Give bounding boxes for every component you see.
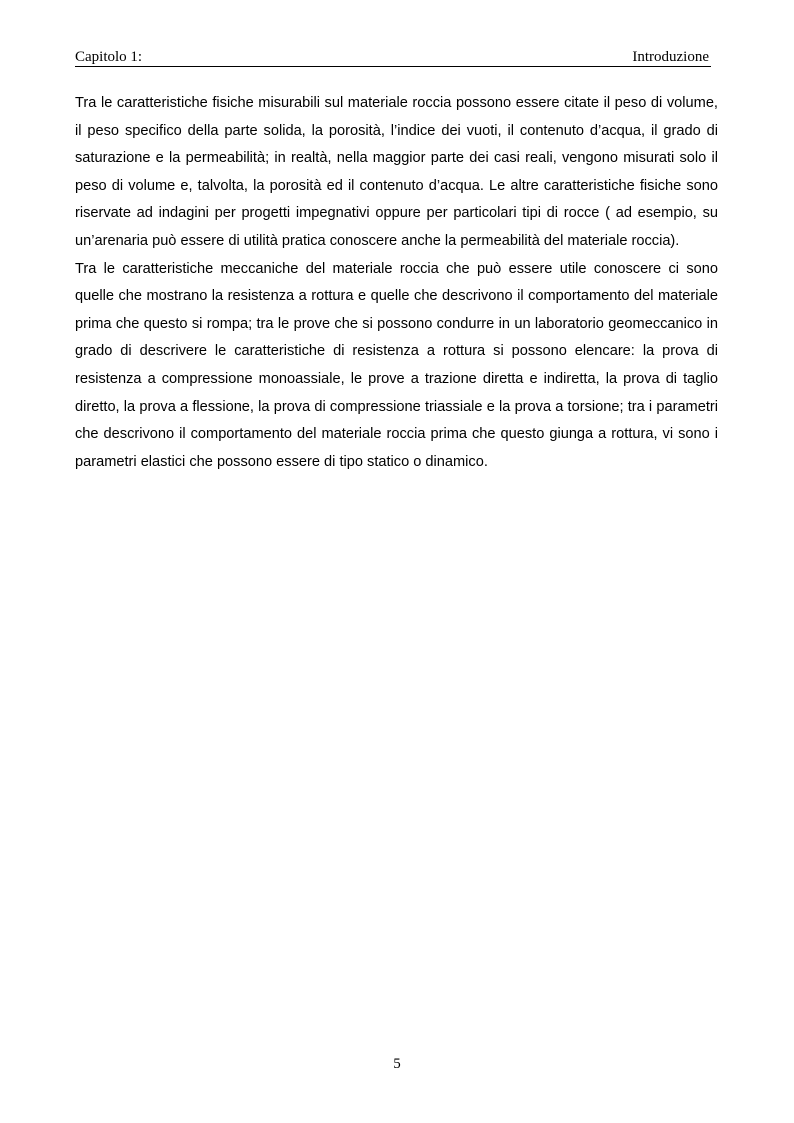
page-number: 5 bbox=[393, 1056, 401, 1072]
header-section-title: Introduzione bbox=[632, 49, 709, 65]
paragraph-mechanical-properties: Tra le caratteristiche meccaniche del materiale roccia che può essere utile conoscere ci sono quelle che mostrano la resistenza a rottura e quelle che descrivono il comportamento del materiale prima che questo si rompa; tra le prove che si possono condurre in un laboratorio geomeccanico in grado di descrivere le caratteristiche di resistenza a rottura si possono elencare: la prova di resistenza a compressione monoassiale, le prove a trazione diretta e indiretta, la prova di taglio diretto, la prova a flessione, la prova di compressione triassiale e la prova a torsione; tra i parametri che descrivono il comportamento del materiale roccia prima che questo giunga a rottura, vi sono i parametri elastici che possono essere di tipo statico o dinamico. bbox=[75, 260, 718, 470]
running-header bbox=[75, 48, 711, 67]
paragraph-physical-properties: Tra le caratteristiche fisiche misurabili sul materiale roccia possono essere citate il peso di volume, il peso specifico della parte solida, la porosità, l’indice dei vuoti, il contenuto d’acqua, il grado di saturazione e la permeabilità; in realtà, nella maggior parte dei casi reali, vengono misurati solo il peso di volume e, talvolta, la porosità ed il contenuto d’acqua. Le altre caratteristiche fisiche sono riservate ad indagini per progetti impegnativi oppure per particolari tipi di rocce ( ad esempio, su un’arenaria può essere di utilità pratica conoscere anche la permeabilità del materiale roccia). bbox=[75, 95, 718, 249]
header-chapter: Capitolo 1: bbox=[75, 49, 143, 65]
body-text bbox=[75, 90, 718, 476]
